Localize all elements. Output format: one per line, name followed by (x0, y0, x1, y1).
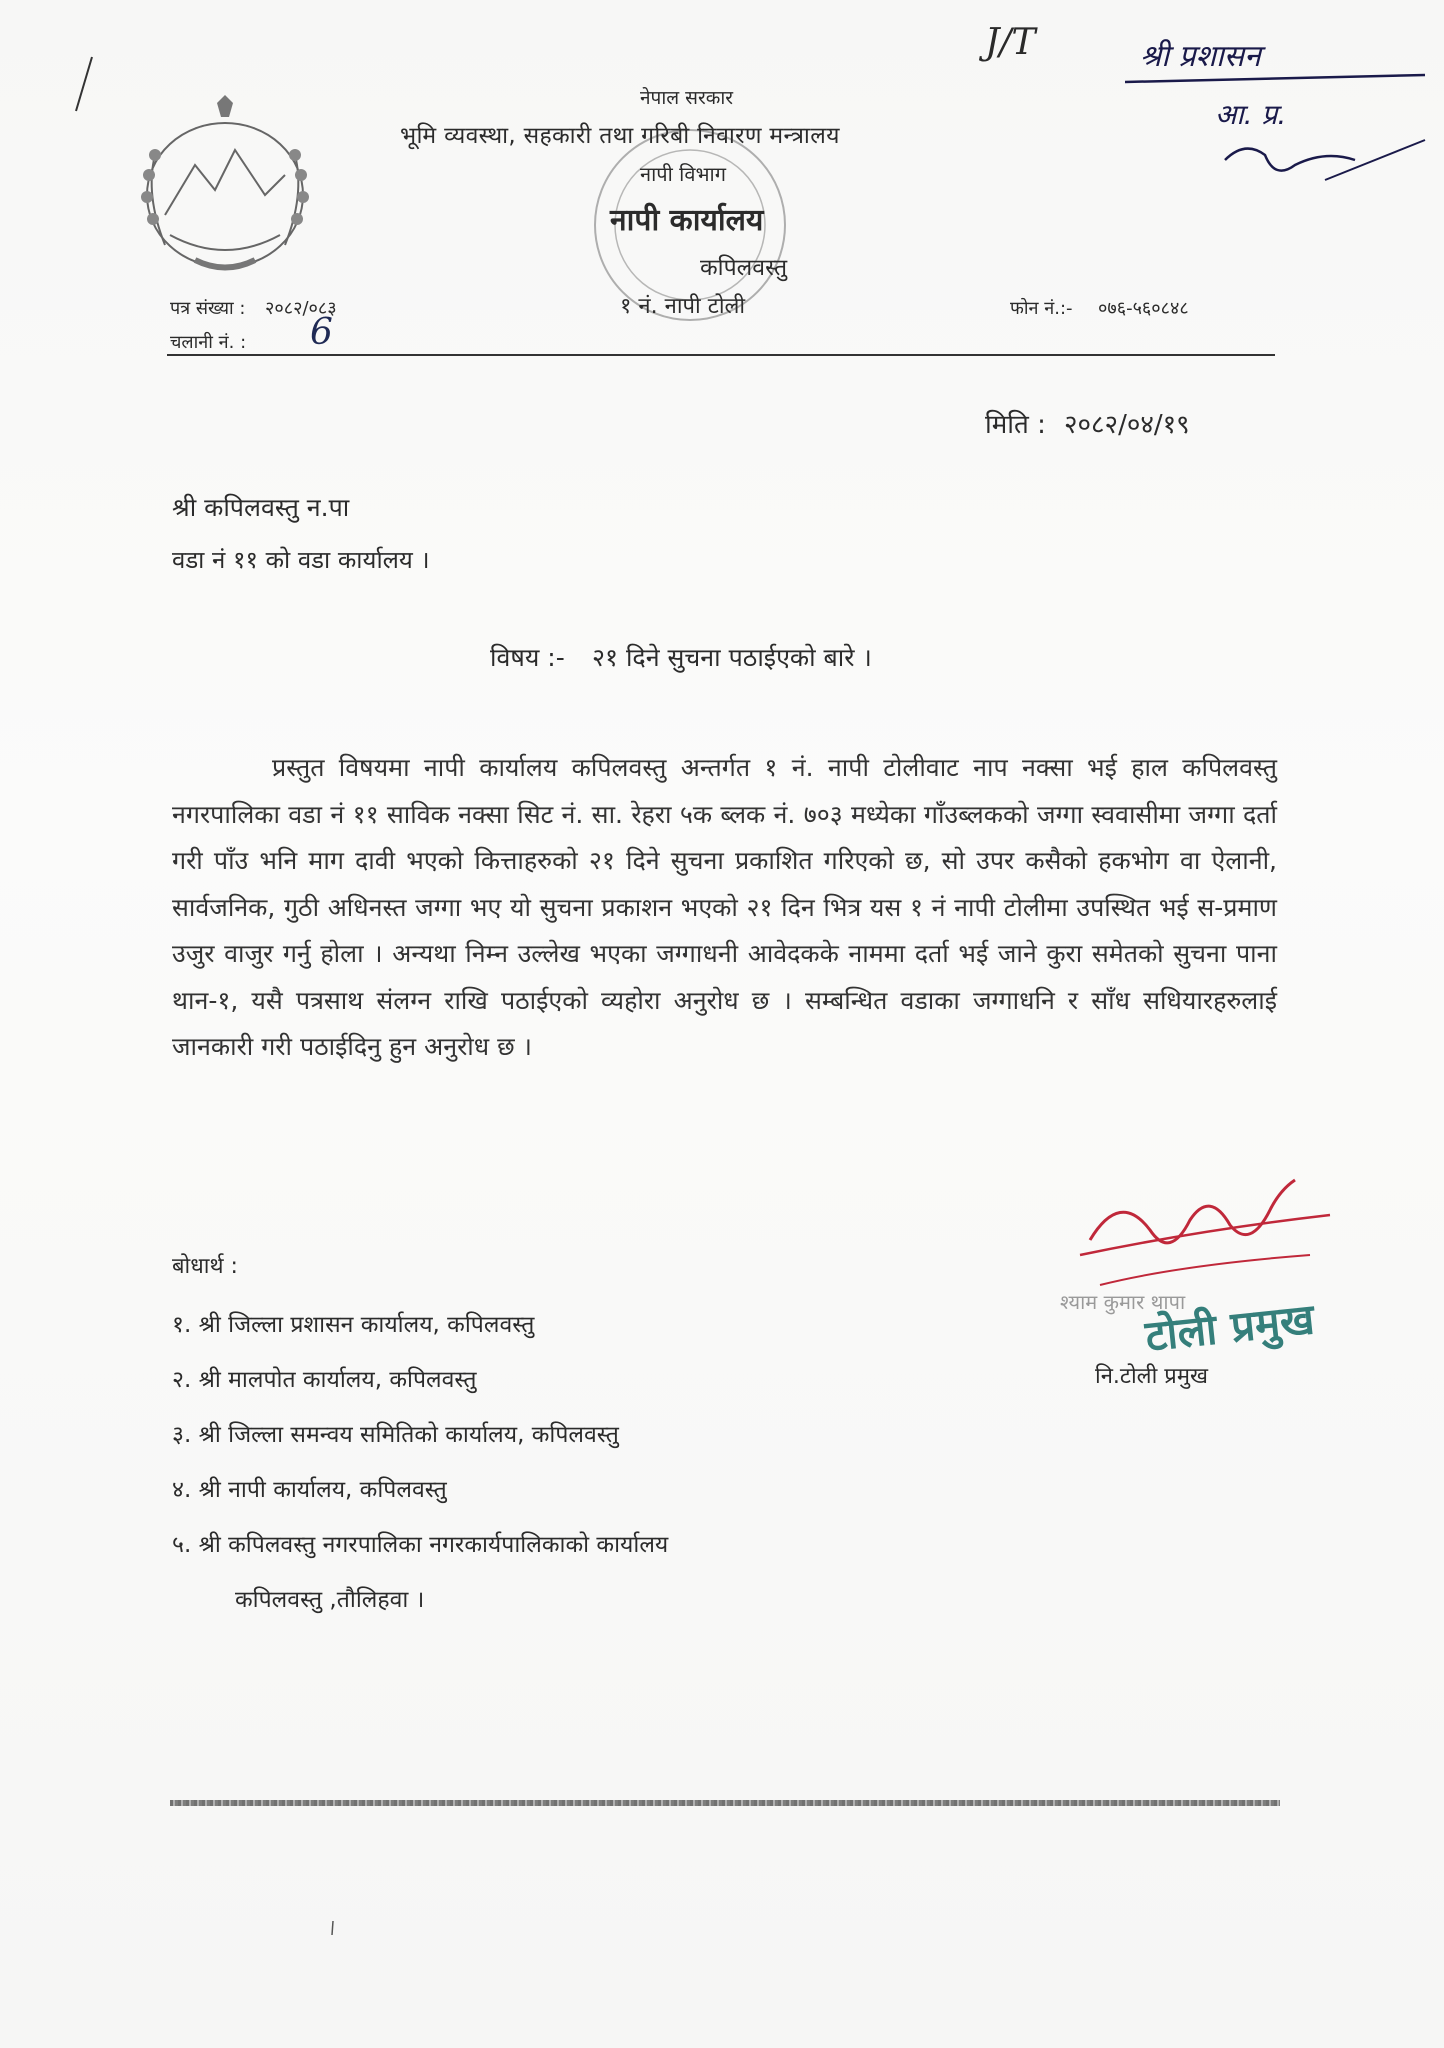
cc-label: बोधार्थ : (172, 1254, 238, 1279)
letter-number: २०८२/०८३ (265, 298, 337, 319)
ministry-name: भूमि व्यवस्था, सहकारी तथा गरिबी निवारण मन्त्रालय (400, 123, 840, 149)
handwritten-initials (1125, 30, 1435, 200)
nepal-emblem-icon (125, 95, 325, 285)
letter-number-label: पत्र संख्या : (170, 298, 246, 319)
signatory-title: नि.टोली प्रमुख (1095, 1364, 1208, 1389)
department-name: नापी विभाग (640, 162, 726, 186)
handwritten-jt: J/T (985, 22, 1036, 63)
office-place: कपिलवस्तु (700, 255, 788, 281)
dispatch-number: 6 (310, 312, 333, 353)
subject-text: २१ दिने सुचना पठाईएको बारे । (592, 643, 872, 672)
letter-body: प्रस्तुत विषयमा नापी कार्यालय कपिलवस्तु अन्तर्गत १ नं. नापी टोलीवाट नाप नक्सा भई हाल कपिलवस्तु नगरपालिका वडा नं ११ साविक नक्सा सिट नं. सा. रेहरा ५क ब्लक नं. ७०३ मध्येका गाँउब्लकको जग्गा स्ववासीमा जग्गा दर्ता गरी पाँउ भनि माग दावी भएको कित्ताहरुको २१ दिने सुचना प्रकाशित गरिएको छ, सो उपर कसैको हकभोग वा ऐलानी, सार्वजनिक, गुठी अधिनस्त जग्गा भए यो सुचना प्रकाशन भएको २१ दिन भित्र यस १ नं नापी टोलीमा उपस्थित भई स-प्रमाण उजुर वाजुर गर्नु होला । अन्यथा निम्न उल्लेख भएका जग्गाधनी आवेदकके नाममा दर्ता भई जाने कुरा समेतको सुचना पाना थान-१, यसै पत्रसाथ संलग्न राखि पठाईएको व्यहोरा अनुरोध छ । सम्बन्धित वडाका जग्गाधनि र साँध सधियारहरुलाई जानकारी गरी पठाईदिनु हुन अनुरोध छ । (172, 753, 1277, 1061)
cc-item: ४. श्री नापी कार्यालय, कपिलवस्तु (172, 1477, 447, 1503)
subject-label: विषय :- (490, 643, 565, 672)
office-name: नापी कार्यालय (610, 203, 764, 238)
signatory-name: श्याम कुमार थापा (1060, 1290, 1186, 1314)
cc-item: १. श्री जिल्ला प्रशासन कार्यालय, कपिलवस्तु (172, 1312, 535, 1338)
phone-number: ०७६-५६०८४८ (1098, 298, 1189, 319)
cc-item: ५. श्री कपिलवस्तु नगरपालिका नगरकार्यपालिकाको कार्यालय (172, 1532, 669, 1558)
team-chief-stamp: टोली प्रमुख (1143, 1294, 1317, 1361)
letter-date: २०८२/०४/१९ (1064, 410, 1190, 440)
cc-item: २. श्री मालपोत कार्यालय, कपिलवस्तु (172, 1367, 477, 1393)
team-name: १ नं. नापी टोली (620, 294, 746, 319)
addressee-line-2: वडा नं ११ को वडा कार्यालय । (172, 546, 430, 574)
footer-rule (170, 1800, 1280, 1806)
cc-list (172, 1298, 668, 1573)
header-divider (167, 354, 1275, 356)
pen-mark (70, 55, 100, 115)
paper-mark (330, 1920, 336, 1934)
addressee-line-1: श्री कपिलवस्तु न.पा (172, 493, 350, 522)
handwritten-note-short: आ. प्र. (1215, 98, 1287, 131)
phone-label: फोन नं.:- (1010, 298, 1073, 319)
government-name: नेपाल सरकार (640, 87, 734, 109)
dispatch-number-label: चलानी नं. : (170, 332, 247, 353)
cc-item: ३. श्री जिल्ला समन्वय समितिको कार्यालय, कपिलवस्तु (172, 1422, 619, 1448)
date-label: मिति : (985, 410, 1046, 440)
cc-last-line: कपिलवस्तु ,तौलिहवा । (235, 1587, 425, 1613)
signature-icon (1060, 1170, 1340, 1320)
handwritten-note: श्री प्रशासन (1140, 39, 1261, 74)
